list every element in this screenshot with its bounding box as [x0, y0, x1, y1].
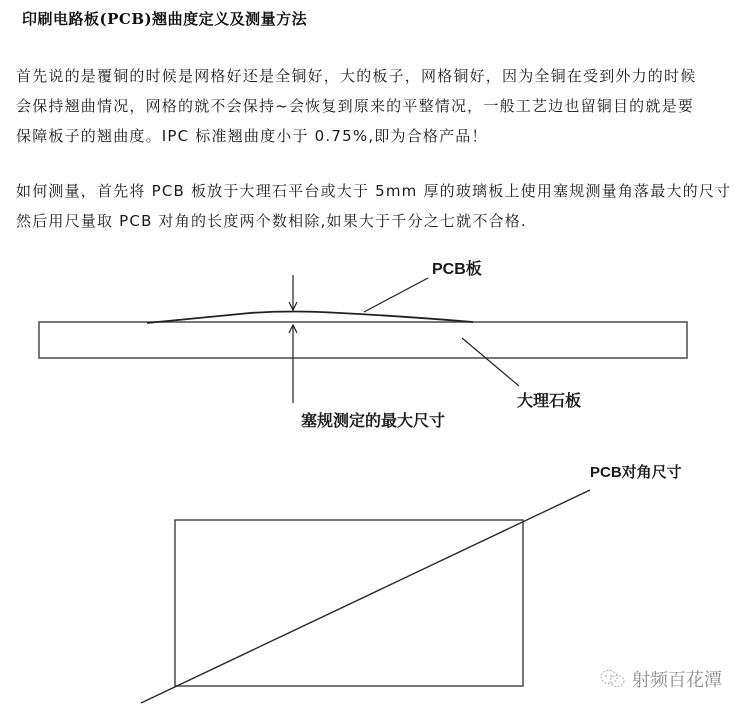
paragraph-line: 然后用尺量取 PCB 对角的长度两个数相除,如果大于千分之七就不合格. [16, 212, 527, 230]
pcb-label: PCB板 [432, 261, 482, 278]
marble-leader-line [462, 338, 519, 386]
diagonal-label: PCB对角尺寸 [590, 464, 682, 481]
pcb-leader-line [364, 278, 428, 312]
marble-label: 大理石板 [517, 393, 582, 410]
document-title: 印刷电路板(PCB)翘曲度定义及测量方法 [22, 10, 308, 28]
paragraph-line: 保障板子的翘曲度。IPC 标准翘曲度小于 0.75%,即为合格产品！ [16, 127, 488, 145]
paragraph-line: 会保持翘曲情况，网格的就不会保持~会恢复到原来的平整情况，一般工艺边也留铜目的就是要 [16, 97, 694, 115]
gauge-arrow [289, 275, 297, 403]
gauge-label: 塞规测定的最大尺寸 [301, 413, 446, 430]
pcb-rectangle [175, 520, 523, 686]
watermark-text: 射频百花潭 [632, 670, 722, 691]
wechat-icon [600, 669, 626, 689]
marble-slab [39, 322, 687, 358]
watermark [600, 666, 722, 692]
paragraph-line: 如何测量，首先将 PCB 板放于大理石平台或大于 5mm 厚的玻璃板上使用塞规测量角落最大的尺寸 [16, 182, 732, 200]
paragraph-line: 首先说的是覆铜的时候是网格好还是全铜好，大的板子，网格铜好，因为全铜在受到外力的时候 [16, 67, 697, 85]
